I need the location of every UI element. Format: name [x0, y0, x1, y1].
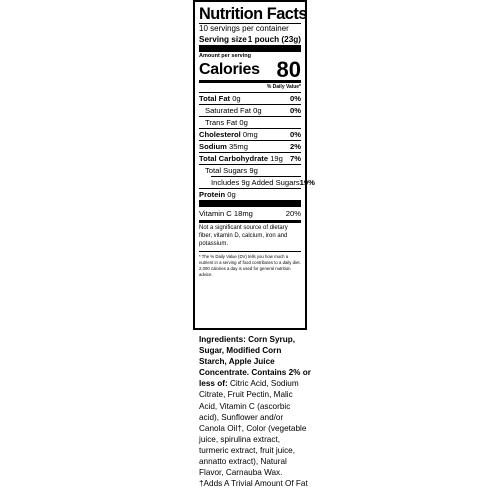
- serving-size-label: Serving size: [199, 35, 247, 44]
- nutrient-dv: 0%: [290, 130, 301, 139]
- nutrient-name: Saturated Fat: [205, 106, 252, 115]
- nutrient-amount: 9g: [249, 166, 258, 175]
- nutrient-name: Protein: [199, 190, 226, 199]
- nutrient-name: Total Sugars: [205, 166, 248, 175]
- amount-per-serving: Amount per serving: [199, 53, 251, 59]
- calories-row: [199, 57, 301, 82]
- nutrient-row-total-sugars: [199, 165, 301, 176]
- nutrient-row-added-sugars: [199, 177, 315, 188]
- nutrient-amount: 0g: [253, 106, 262, 115]
- nutrient-row-total-fat: [199, 93, 301, 104]
- nutrient-dv: 0%: [290, 106, 301, 115]
- nutrient-row-sodium: [199, 141, 301, 152]
- nutrient-dv: 2%: [290, 142, 301, 151]
- nutrient-amount: 0g: [232, 94, 241, 103]
- nutrient-row-cholesterol: [199, 129, 301, 140]
- nutrient-dv: 7%: [290, 154, 301, 163]
- nutrient-name: Total Carbohydrate: [199, 154, 269, 163]
- vitamin-name: Vitamin C: [199, 209, 232, 218]
- ingredients-bold-text: Ingredients: Corn Syrup, Sugar, Modified Corn Starch, Apple Juice Concentrate. Contains 2% or less of:: [199, 335, 311, 389]
- nutrient-row-protein: [199, 189, 301, 200]
- ingredients-regular-text: Citric Acid, Sodium Citrate, Fruit Pectin, Malic Acid, Vitamin C (ascorbic acid), Sunflower and/or Canola Oil†, Color (vegetable juice, spirulina extract, turmeric extract, fruit juice, annatto extract), Natural Flavor, Carnauba Wax.: [199, 379, 307, 478]
- serving-size-value: 1 pouch (23g): [247, 35, 301, 44]
- nutrient-amount: 19g: [270, 154, 283, 163]
- nutrient-name: Includes 9g Added Sugars: [211, 178, 300, 187]
- nutrient-row-trans-fat: [199, 117, 301, 128]
- vitamin-dv: 20%: [285, 209, 301, 218]
- nutrient-name: Total Fat: [199, 94, 231, 103]
- vitamin-row: [199, 207, 301, 220]
- calories-value: 80: [276, 57, 301, 82]
- nutrient-row-total-carbohydrate: [199, 153, 301, 164]
- nutrient-name: Sodium: [199, 142, 227, 151]
- servings-per-container: 10 servings per container: [199, 24, 289, 33]
- calories-label: Calories: [199, 61, 260, 78]
- not-significant-note: Not a significant source of dietary fiber, vitamin D, calcium, iron and potassium.: [199, 225, 288, 248]
- nutrient-dv: 19%: [299, 178, 315, 187]
- nutrient-amount: 0g: [227, 190, 236, 199]
- vitamin-amount: 18mg: [233, 209, 253, 218]
- daily-value-header: % Daily Value*: [266, 84, 301, 90]
- nutrient-amount: 0mg: [242, 130, 258, 139]
- daily-value-footnote: * The % Daily Value (DV) tells you how much a nutrient in a serving of food contributes to a daily diet. 2,000 calories a day is used for general nutrition advice.: [199, 253, 301, 277]
- nutrition-facts-title: Nutrition Facts: [199, 4, 307, 23]
- nutrient-row-saturated-fat: [199, 105, 301, 116]
- nutrient-dv: 0%: [290, 94, 301, 103]
- ingredients-footnote: †Adds A Trivial Amount Of Fat: [199, 479, 308, 489]
- nutrient-amount: 35mg: [228, 142, 248, 151]
- nutrition-facts-panel: [193, 0, 315, 330]
- ingredients-statement: [199, 334, 311, 489]
- nutrient-name: Trans Fat: [205, 118, 238, 127]
- nutrient-amount: 0g: [239, 118, 248, 127]
- nutrient-name: Cholesterol: [199, 130, 241, 139]
- serving-size-row: [199, 34, 301, 45]
